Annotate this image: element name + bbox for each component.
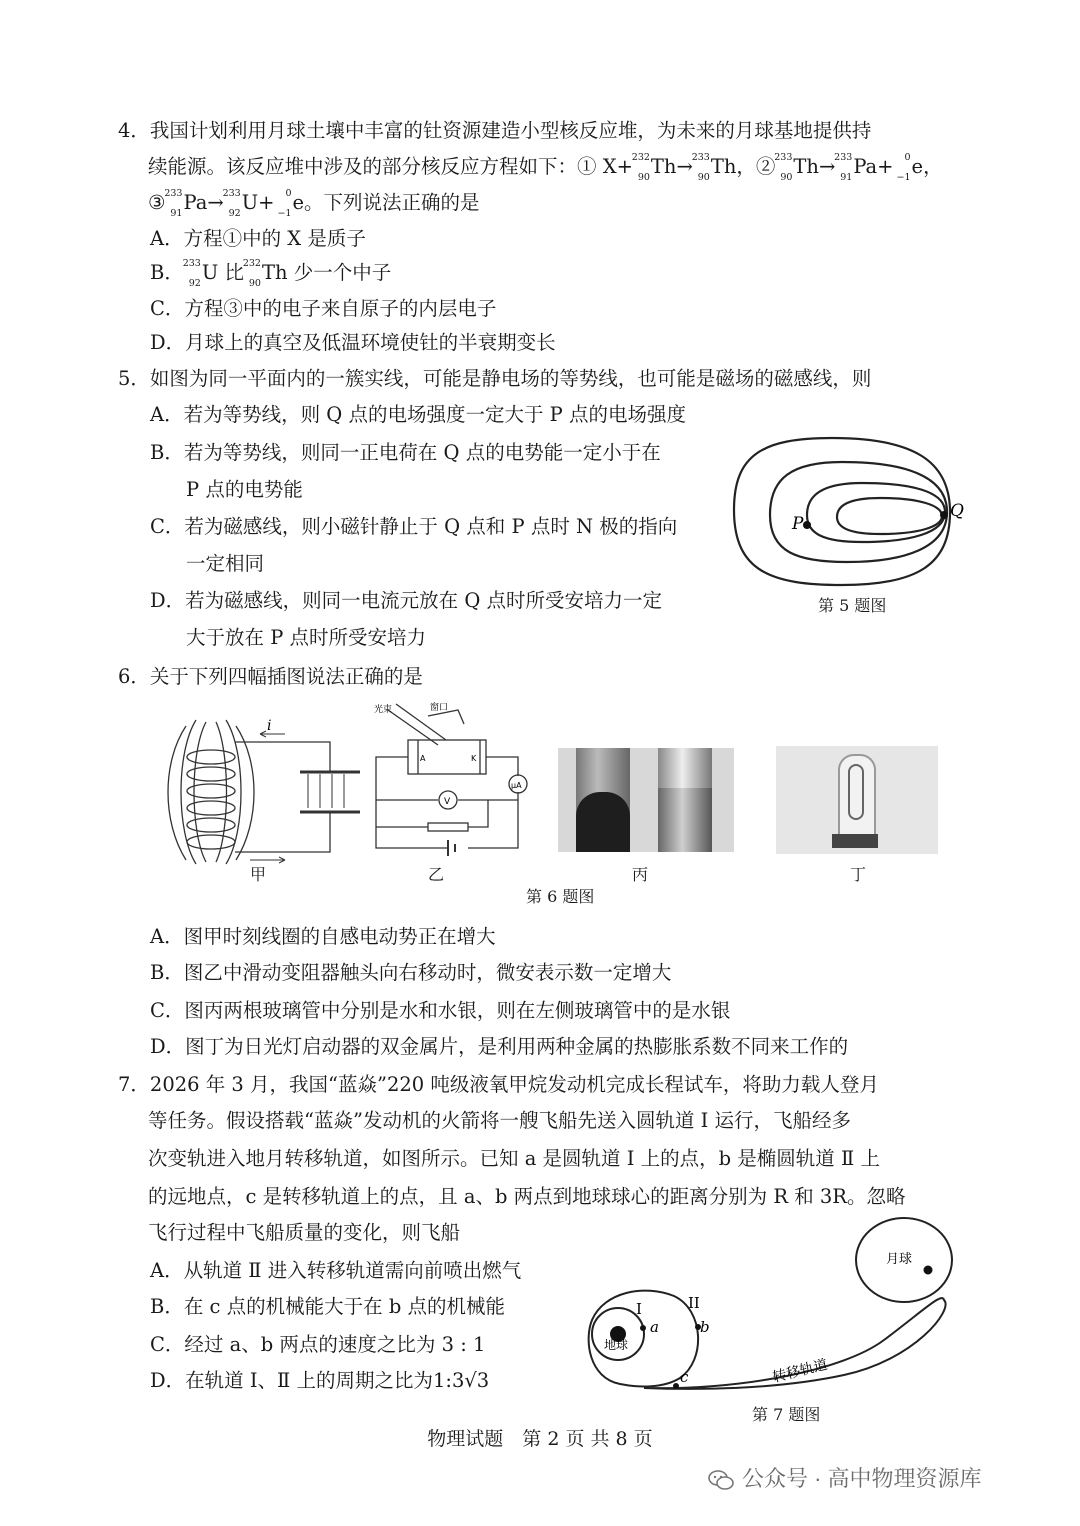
label-orbit-ii: II xyxy=(688,1294,700,1312)
q5-option-b-line1: B．若为等势线，则同一正电荷在 Q 点的电势能一定小于在 xyxy=(150,441,661,464)
q5-option-c-line1: C．若为磁感线，则小磁针静止于 Q 点和 P 点时 N 极的指向 xyxy=(150,515,678,538)
isotope-electron: 0 −1 xyxy=(896,151,911,183)
isotope-u233: 233 92 xyxy=(222,187,241,219)
wechat-icon xyxy=(708,1469,734,1491)
q4-stem-line3: ③ 233 91 Pa→ 233 92 U+ 0 −1 e。下列说法正确的是 xyxy=(148,187,480,219)
isotope-electron: 0 −1 xyxy=(277,187,292,219)
label-q: Q xyxy=(950,501,964,521)
isotope-u233: 233 92 xyxy=(182,257,201,289)
label-light-beam: 光束 xyxy=(374,705,393,715)
label-earth: 地球 xyxy=(604,1338,629,1352)
isotope-pa233: 233 91 xyxy=(834,151,853,183)
q7-figure-caption: 第 7 题图 xyxy=(752,1405,821,1424)
label-window: 窗口 xyxy=(430,703,449,713)
figure-bing-glass-tubes-photo xyxy=(558,748,734,852)
q5-option-a: A．若为等势线，则 Q 点的电场强度一定大于 P 点的电场强度 xyxy=(150,403,686,426)
q7-stem-line4: 的远地点，c 是转移轨道上的点，且 a、b 两点到地球球心的距离分别为 R 和 3R。忽略 xyxy=(148,1185,906,1208)
q6-figure-caption: 第 6 题图 xyxy=(526,887,595,906)
q7-option-a: A．从轨道 Ⅱ 进入转移轨道需向前喷出燃气 xyxy=(150,1259,522,1282)
q4-stem-line1: 4．我国计划利用月球土壤中丰富的钍资源建造小型核反应堆，为未来的月球基地提供持 xyxy=(118,119,872,142)
q7-stem-line3: 次变轨进入地月转移轨道，如图所示。已知 a 是圆轨道 Ⅰ 上的点，b 是椭圆轨道 Ⅱ 上 xyxy=(148,1147,880,1170)
label-electrode-k: K xyxy=(471,754,477,763)
label-b: b xyxy=(700,1318,710,1336)
isotope-th232: 232 90 xyxy=(242,257,261,289)
period-ratio: 1:3√3 xyxy=(433,1369,490,1392)
label-current-i: i xyxy=(267,718,272,734)
isotope-th233: 233 90 xyxy=(774,151,793,183)
label-moon: 月球 xyxy=(886,1252,913,1267)
point-q xyxy=(940,511,948,519)
q7-option-d: D．在轨道 Ⅰ、Ⅱ 上的周期之比为1:3√3 xyxy=(150,1369,490,1392)
figure-label-yi: 乙 xyxy=(428,865,445,884)
watermark xyxy=(708,1462,982,1493)
q4-option-a: A．方程①中的 X 是质子 xyxy=(150,227,366,250)
q4-stem-line2: 续能源。该反应堆中涉及的部分核反应方程如下：① X+ 232 90 Th→ 233 90 Th，② 233 90 Th→ 233 91 Pa+ 0 −1 e， xyxy=(148,151,943,183)
q6-option-a: A．图甲时刻线圈的自感电动势正在增大 xyxy=(150,925,496,948)
q4-option-c: C．方程③中的电子来自原子的内层电子 xyxy=(150,297,497,320)
q6-option-b: B．图乙中滑动变阻器触头向右移动时，微安表示数一定增大 xyxy=(150,961,672,984)
label-c: c xyxy=(680,1368,689,1386)
moon-center xyxy=(924,1266,933,1275)
q5-stem: 5．如图为同一平面内的一簇实线，可能是静电场的等势线，也可能是磁场的磁感线，则 xyxy=(118,367,872,390)
q7-stem-line2: 等任务。假设搭载“蓝焱”发动机的火箭将一艘飞船先送入圆轨道 Ⅰ 运行，飞船经多 xyxy=(148,1109,852,1132)
q6-stem: 6．关于下列四幅插图说法正确的是 xyxy=(118,665,423,688)
figure-ding-starter-photo xyxy=(776,746,938,854)
q4-option-d: D．月球上的真空及低温环境使钍的半衰期变长 xyxy=(150,331,556,354)
q6-option-d: D．图丁为日光灯启动器的双金属片，是利用两种金属的热膨胀系数不同来工作的 xyxy=(150,1035,849,1058)
label-electrode-a: A xyxy=(420,754,426,763)
q5-option-c-line2: 一定相同 xyxy=(186,552,265,575)
point-c xyxy=(673,1383,679,1389)
q5-option-d-line1: D．若为磁感线，则同一电流元放在 Q 点时所受安培力一定 xyxy=(150,589,663,612)
field-line-innermost xyxy=(837,498,942,534)
q4-option-b: B． 233 92 U 比 232 90 Th 少一个中子 xyxy=(150,257,392,289)
left-tube-liquid xyxy=(576,792,630,852)
isotope-th232: 232 90 xyxy=(631,151,650,183)
q5-option-d-line2: 大于放在 P 点时所受安培力 xyxy=(186,626,427,649)
orbit-figure xyxy=(584,1210,984,1400)
field-lines-figure xyxy=(722,430,982,600)
q4-text: 续能源。该反应堆中涉及的部分核反应方程如下：① X+ xyxy=(148,155,633,178)
page-footer: 物理试题 第 2 页 共 8 页 xyxy=(427,1428,653,1450)
starter-base xyxy=(832,834,878,848)
label-p: P xyxy=(792,514,804,534)
q7-stem-line1: 7．2026 年 3 月，我国“蓝焱”220 吨级液氧甲烷发动机完成长程试车，将助力载人登月 xyxy=(118,1073,879,1096)
figure-label-bing: 丙 xyxy=(632,865,649,884)
watermark-text: 公众号 · 高中物理资源库 xyxy=(742,1466,982,1491)
label-voltmeter: V xyxy=(444,797,451,807)
q7-option-b: B．在 c 点的机械能大于在 b 点的机械能 xyxy=(150,1295,506,1318)
figure-yi-photoelectric-circuit xyxy=(368,700,540,860)
label-a: a xyxy=(650,1318,659,1336)
point-a xyxy=(640,1325,646,1331)
q7-stem-line5: 飞行过程中飞船质量的变化，则飞船 xyxy=(148,1221,461,1244)
isotope-pa233: 233 91 xyxy=(164,187,183,219)
bimetal-strip xyxy=(848,764,864,820)
label-orbit-i: I xyxy=(636,1300,642,1318)
figure-label-ding: 丁 xyxy=(850,865,867,884)
label-transfer-orbit: 转移轨道 xyxy=(771,1356,830,1386)
q7-option-c: C．经过 a、b 两点的速度之比为 3 : 1 xyxy=(150,1333,486,1356)
figure-jia-coil-circuit xyxy=(160,712,360,882)
figure-label-jia: 甲 xyxy=(250,865,267,884)
label-microammeter: μA xyxy=(511,781,522,790)
right-tube-liquid xyxy=(658,788,712,852)
field-line-middle xyxy=(770,462,947,562)
point-p xyxy=(803,521,811,529)
isotope-th233: 233 90 xyxy=(691,151,710,183)
q5-option-b-line2: P 点的电势能 xyxy=(186,478,303,501)
q6-option-c: C．图丙两根玻璃管中分别是水和水银，则在左侧玻璃管中的是水银 xyxy=(150,999,731,1022)
q5-figure-caption: 第 5 题图 xyxy=(818,596,887,615)
